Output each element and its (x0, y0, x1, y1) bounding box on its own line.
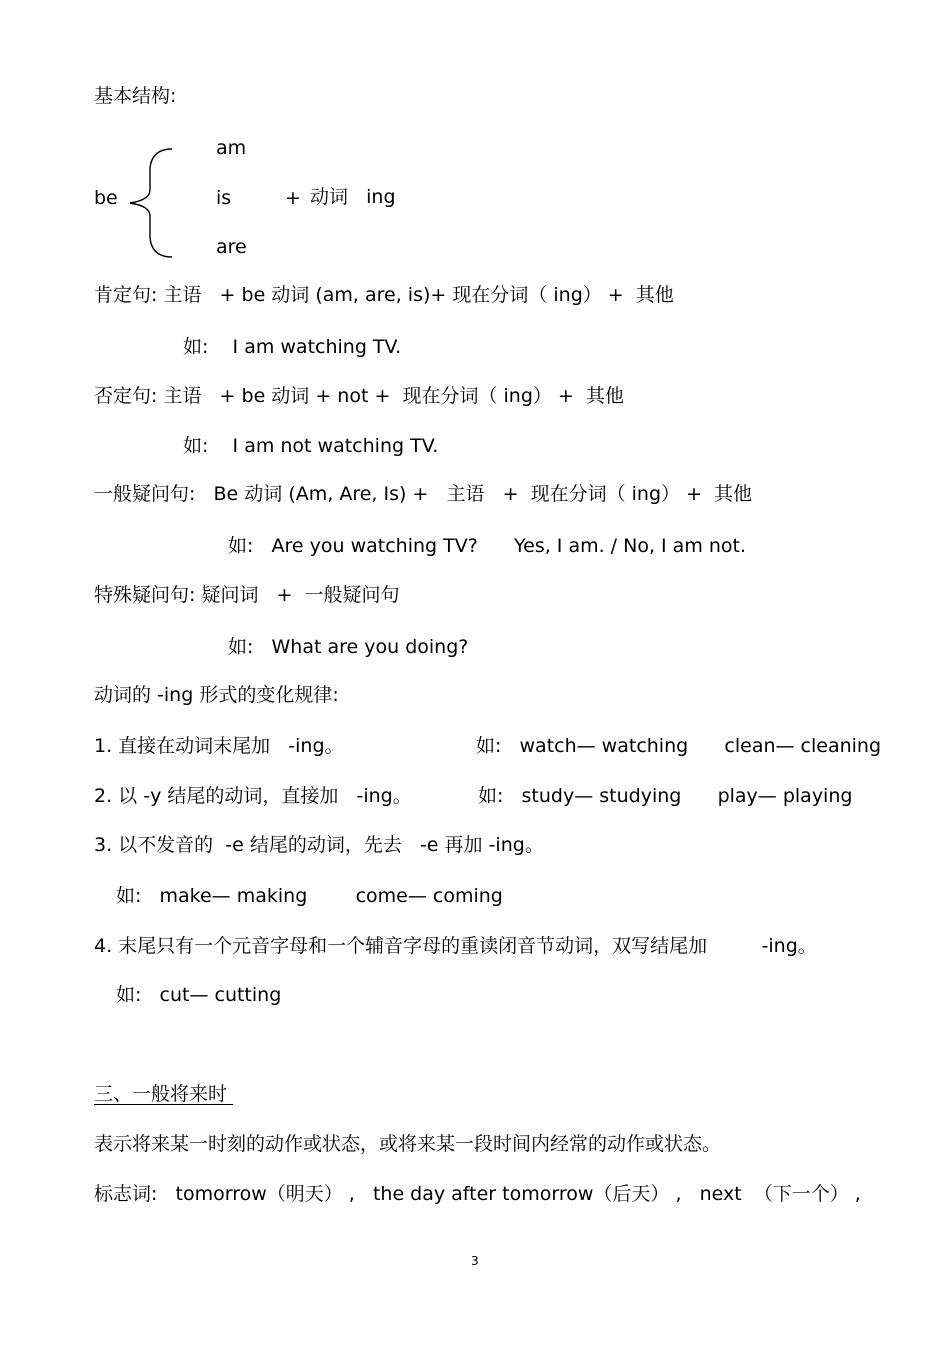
ing-rule-1-example: 如: watch— watching clean— cleaning (476, 735, 882, 757)
negative-example: 如: I am not watching TV. (183, 435, 439, 457)
be-form-are: are (216, 236, 247, 258)
future-tense-markers: 标志词: tomorrow（明天） , the day after tomorrow（后天） , next （下一个） , (94, 1183, 861, 1205)
affirmative-example: 如: I am watching TV. (183, 336, 402, 358)
ing-rules-heading: 动词的 -ing 形式的变化规律: (94, 684, 339, 706)
curly-brace-icon (126, 146, 176, 262)
be-label: be (94, 187, 118, 209)
ing-rule-4-example: 如: cut— cutting (116, 984, 282, 1006)
verb-ing-label: 动词 ing (310, 186, 396, 208)
negative-rule: 否定句: 主语 + be 动词 + not + 现在分词（ ing） + 其他 (94, 385, 624, 407)
future-tense-definition: 表示将来某一时刻的动作或状态，或将来某一段时间内经常的动作或状态。 (94, 1133, 722, 1155)
basic-structure-heading: 基本结构: (94, 85, 177, 107)
ing-rule-3: 3. 以不发音的 -e 结尾的动词，先去 -e 再加 -ing。 (94, 834, 544, 856)
ing-rule-4: 4. 末尾只有一个元音字母和一个辅音字母的重读闭音节动词，双写结尾加 -ing。 (94, 935, 817, 957)
ing-rule-1: 1. 直接在动词末尾加 -ing。 (94, 735, 344, 757)
general-question-rule: 一般疑问句: Be 动词 (Am, Are, Is) + 主语 + 现在分词（ ing） + 其他 (94, 483, 753, 505)
affirmative-rule: 肯定句: 主语 + be 动词 (am, are, is)+ 现在分词（ ing） + 其他 (94, 284, 674, 306)
be-form-am: am (216, 137, 247, 159)
special-question-example: 如: What are you doing? (228, 636, 469, 658)
page-number: 3 (471, 1254, 479, 1268)
general-question-example: 如: Are you watching TV? Yes, I am. / No, I am not. (228, 535, 747, 557)
be-form-is: is (216, 187, 232, 209)
ing-rule-3-example: 如: make— making come— coming (116, 885, 503, 907)
ing-rule-2-example: 如: study— studying play— playing (478, 785, 853, 807)
special-question-rule: 特殊疑问句: 疑问词 + 一般疑问句 (94, 584, 400, 606)
plus-sign: + (285, 187, 301, 209)
future-tense-heading: 三、一般将来时 (94, 1083, 234, 1105)
ing-rule-2: 2. 以 -y 结尾的动词，直接加 -ing。 (94, 785, 412, 807)
